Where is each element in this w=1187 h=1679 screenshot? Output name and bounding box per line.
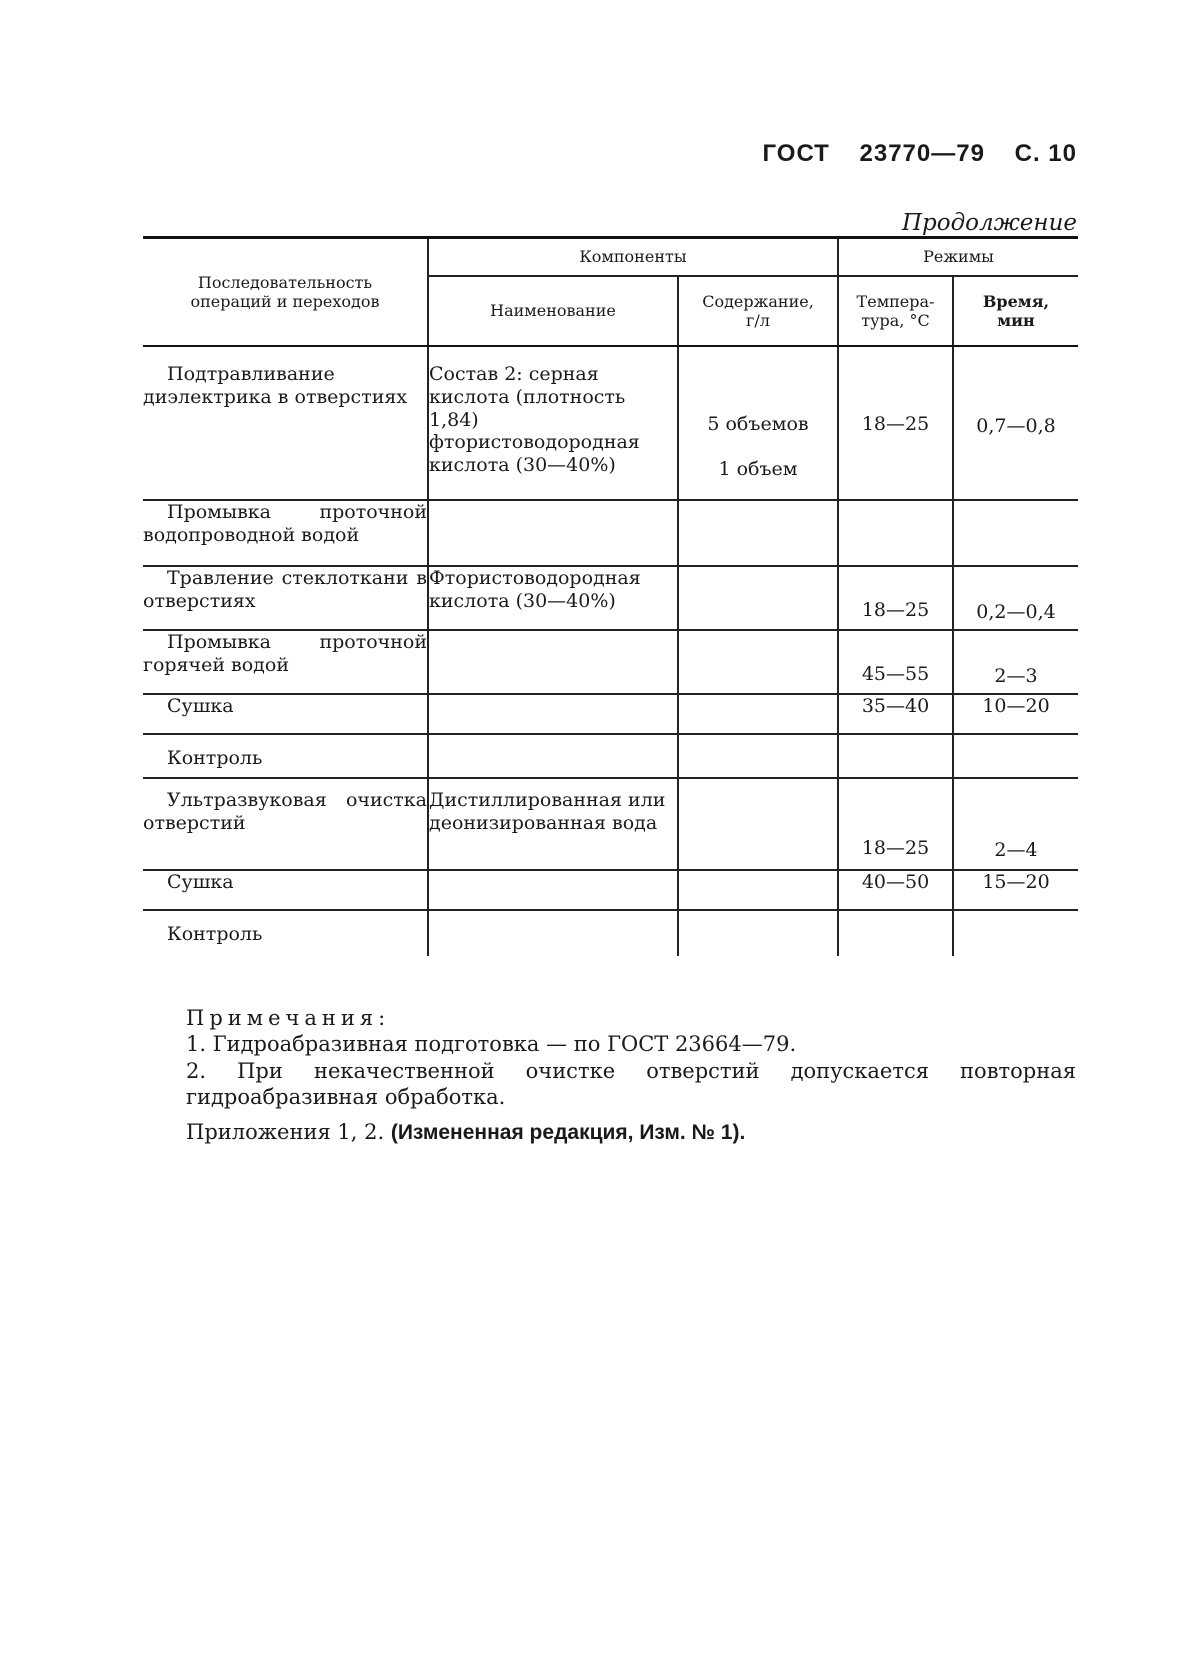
- row-temp: 18—25: [861, 413, 930, 435]
- row-temp: 18—25: [861, 599, 930, 621]
- table-row: [143, 870, 1078, 910]
- table-row: [143, 500, 1078, 566]
- header-modes: Режимы: [838, 238, 1078, 277]
- row-content-2: 1 объем: [718, 457, 798, 480]
- row-operation: Промывка проточной водопроводной водой: [143, 501, 427, 546]
- row-time: 2—3: [994, 665, 1038, 687]
- table-row: [143, 778, 1078, 870]
- row-operation: Контроль: [167, 747, 263, 769]
- row-operation: Травление стеклоткани в отверстиях: [143, 567, 427, 612]
- row-time: 2—4: [994, 839, 1038, 861]
- row-name: Дистиллированная или деонизированная вода: [429, 789, 666, 834]
- row-time: 10—20: [982, 695, 1050, 717]
- row-temp: 35—40: [861, 695, 930, 717]
- operations-table: [143, 236, 1078, 956]
- table-row: [143, 346, 1078, 500]
- row-operation: Сушка: [167, 695, 234, 717]
- table-row: [143, 910, 1078, 956]
- notes-title: Примечания:: [186, 1006, 391, 1030]
- row-time: 0,7—0,8: [976, 415, 1056, 437]
- table-row: [143, 630, 1078, 694]
- header-number: 23770—79: [859, 140, 985, 167]
- header-operations: Последовательность операций и переходов: [143, 238, 428, 347]
- row-name: Состав 2: серная кислота (плотность 1,84) фтористоводородная кислота (30—40%): [429, 363, 640, 477]
- table-row: [143, 694, 1078, 734]
- header-time: Время, мин: [953, 276, 1078, 346]
- row-temp: 40—50: [861, 871, 930, 893]
- header-gost: ГОСТ: [762, 140, 830, 167]
- row-operation: Контроль: [167, 923, 263, 945]
- header-page: С. 10: [1014, 140, 1077, 167]
- appendix-note: (Измененная редакция, Изм. № 1).: [390, 1121, 746, 1144]
- header-content: Содержание, г/л: [678, 276, 838, 346]
- row-temp: 18—25: [861, 837, 930, 859]
- table-row: [143, 566, 1078, 630]
- row-time: 0,2—0,4: [976, 601, 1056, 623]
- continuation-label: Продолжение: [901, 210, 1077, 236]
- appendix-line: [186, 1120, 745, 1145]
- page-header: [740, 140, 1077, 168]
- row-name: Фтористоводородная кислота (30—40%): [429, 567, 641, 612]
- note-item-2-text: 2. При некачественной очистке отверстий допускается повторная гидроабразивная обработка.: [186, 1058, 1076, 1109]
- header-components: Компоненты: [428, 238, 838, 277]
- table-row: [143, 734, 1078, 778]
- note-item-2: [186, 1058, 1076, 1111]
- row-content: 5 объемов: [707, 413, 809, 435]
- row-operation: Сушка: [167, 871, 234, 893]
- header-temp: Темпера-тура, °C: [838, 276, 953, 346]
- notes: [186, 1005, 1076, 1110]
- row-temp: 45—55: [861, 663, 930, 685]
- row-operation: Промывка проточной горячей водой: [143, 631, 427, 676]
- note-item-1: 1. Гидроабразивная подготовка — по ГОСТ 23664—79.: [186, 1032, 797, 1057]
- appendix-prefix: Приложения 1, 2.: [186, 1120, 385, 1144]
- row-operation: Ультразвуковая очистка отверстий: [143, 789, 427, 834]
- row-operation: Подтравливание диэлектрика в отверстиях: [143, 363, 408, 408]
- header-name: Наименование: [428, 276, 678, 346]
- row-time: 15—20: [982, 871, 1050, 893]
